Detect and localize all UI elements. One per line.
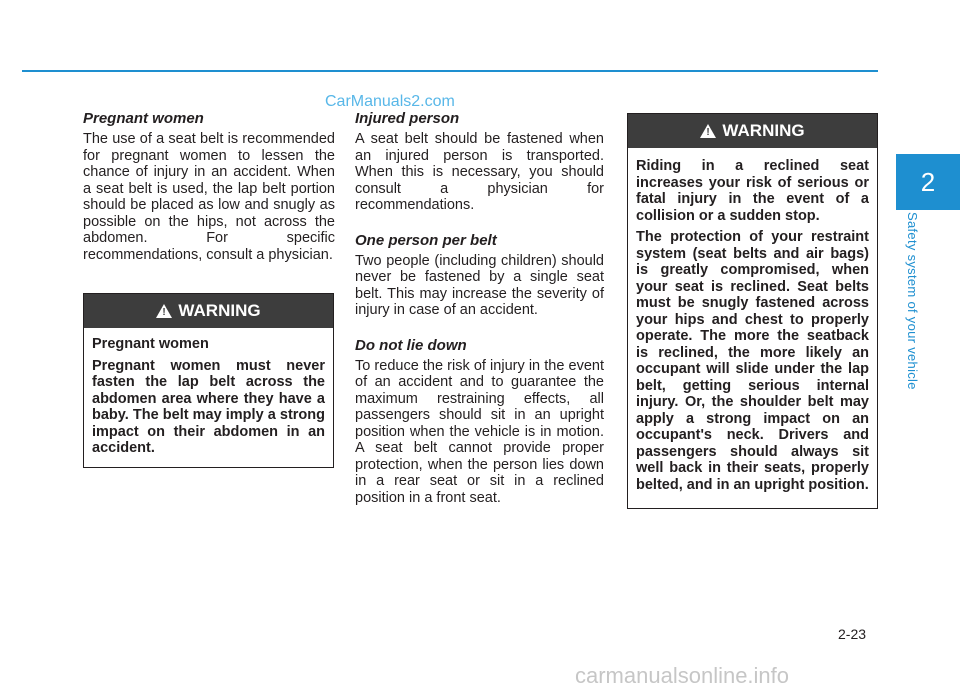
warning-subtitle: Pregnant women — [92, 336, 209, 352]
warning-triangle-icon: ! — [700, 124, 716, 138]
heading-pregnant-women: Pregnant women — [83, 110, 204, 127]
warning-box-reclined — [627, 113, 878, 509]
chapter-title: Safety system of your vehicle — [905, 212, 920, 390]
heading-one-person-per-belt: One person per belt — [355, 231, 497, 249]
chapter-title-vertical — [896, 212, 920, 402]
footer-watermark[interactable]: carmanualsonline.info — [575, 663, 790, 688]
warning-header — [628, 114, 877, 148]
paragraph-pregnant-women: The use of a seat belt is recommended for pregnant women to lessen the chance of injury in an accident. When a seat belt is used, the lap belt portion should be placed as low and snugly as possible on the hips, not across the abdomen. For specific recommendations, consult a physician. — [83, 131, 335, 263]
top-rule — [22, 70, 878, 72]
watermark[interactable]: CarManuals2.com — [325, 93, 455, 110]
warning-box-pregnant — [83, 293, 334, 468]
paragraph-one-person-per-belt: Two people (including children) should never be fastened by a single seat belt. This may increase the severity of injury in case of an accident. — [355, 252, 604, 318]
heading-do-not-lie-down: Do not lie down — [355, 336, 467, 354]
warning-body — [628, 148, 877, 506]
warning-header — [84, 294, 333, 328]
column-2 — [355, 110, 604, 506]
heading-injured-person: Injured person — [355, 110, 460, 127]
warning-body — [84, 328, 333, 470]
paragraph-do-not-lie-down: To reduce the risk of injury in the event of an accident and to guarantee the maximum restraining effects, all passengers should sit in an upright position when the vehicle is in motion. A seat belt cannot provide proper protection, when the person lies down in a rear seat or sit in a reclined position in a front seat. — [355, 357, 604, 506]
warning-text: Pregnant women must never fasten the lap belt across the abdomen area where they have a baby. The belt may imply a strong impact on their abdomen in an accident. — [92, 357, 325, 456]
paragraph-injured-person: A seat belt should be fastened when an injured person is transported. When this is necessary, you should consult a physician for recommendations. — [355, 131, 604, 213]
warning-title: WARNING — [722, 121, 805, 140]
page-number: 2-23 — [838, 626, 867, 642]
chapter-tab: 2 — [896, 154, 960, 210]
warning-text-1: Riding in a reclined seat increases your risk of serious or fatal injury in the event of a collision or a sudden stop. — [636, 158, 869, 224]
warning-title: WARNING — [178, 301, 261, 320]
warning-text-2: The protection of your restraint system (seat belts and air bags) is greatly compromised, when your seat is reclined. Seat belts must be snugly fastened across your hips and chest to properly operate. The more the seatback is reclined, the more likely an occupant will slide under the lap belt, getting serious internal injury. Or, the shoulder belt may apply a strong impact on an occupant's neck. Drivers and passengers should always sit well back in their seats, properly belted, and in an upright position. — [636, 229, 869, 493]
column-1 — [83, 110, 335, 263]
warning-triangle-icon: ! — [156, 304, 172, 318]
